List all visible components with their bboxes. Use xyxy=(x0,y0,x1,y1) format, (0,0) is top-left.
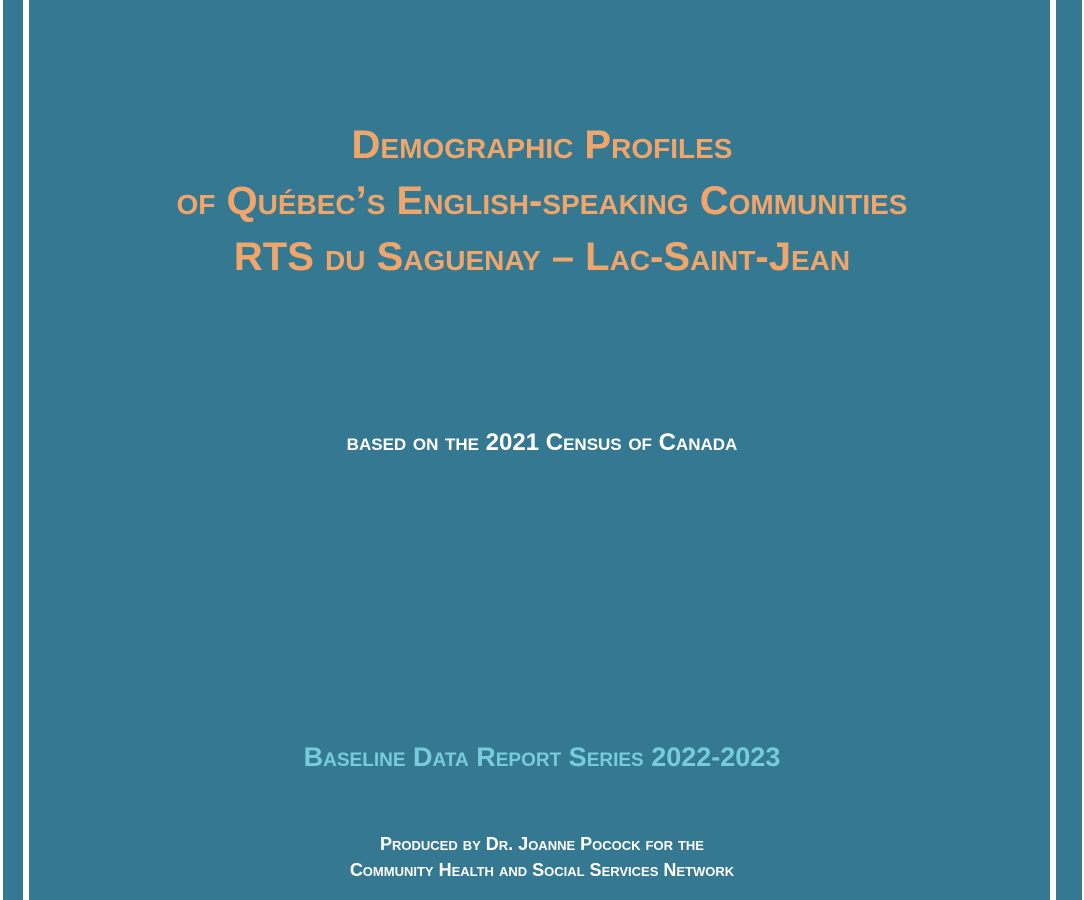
author-credit xyxy=(0,831,1084,883)
title-line-main: Demographic Profiles xyxy=(351,123,733,167)
credit-line-author: Produced by Dr. Joanne Pocock for the xyxy=(380,834,704,854)
census-subtitle: based on the 2021 Census of Canada xyxy=(346,429,738,456)
title-line-communities: of Québec’s English-speaking Communities xyxy=(176,179,908,223)
report-title xyxy=(0,117,1084,285)
credit-line-network: Community Health and Social Services Network xyxy=(349,860,735,880)
title-line-region: RTS du Saguenay – Lac-Saint-Jean xyxy=(233,235,851,279)
report-series: Baseline Data Report Series 2022-2023 xyxy=(303,742,781,772)
